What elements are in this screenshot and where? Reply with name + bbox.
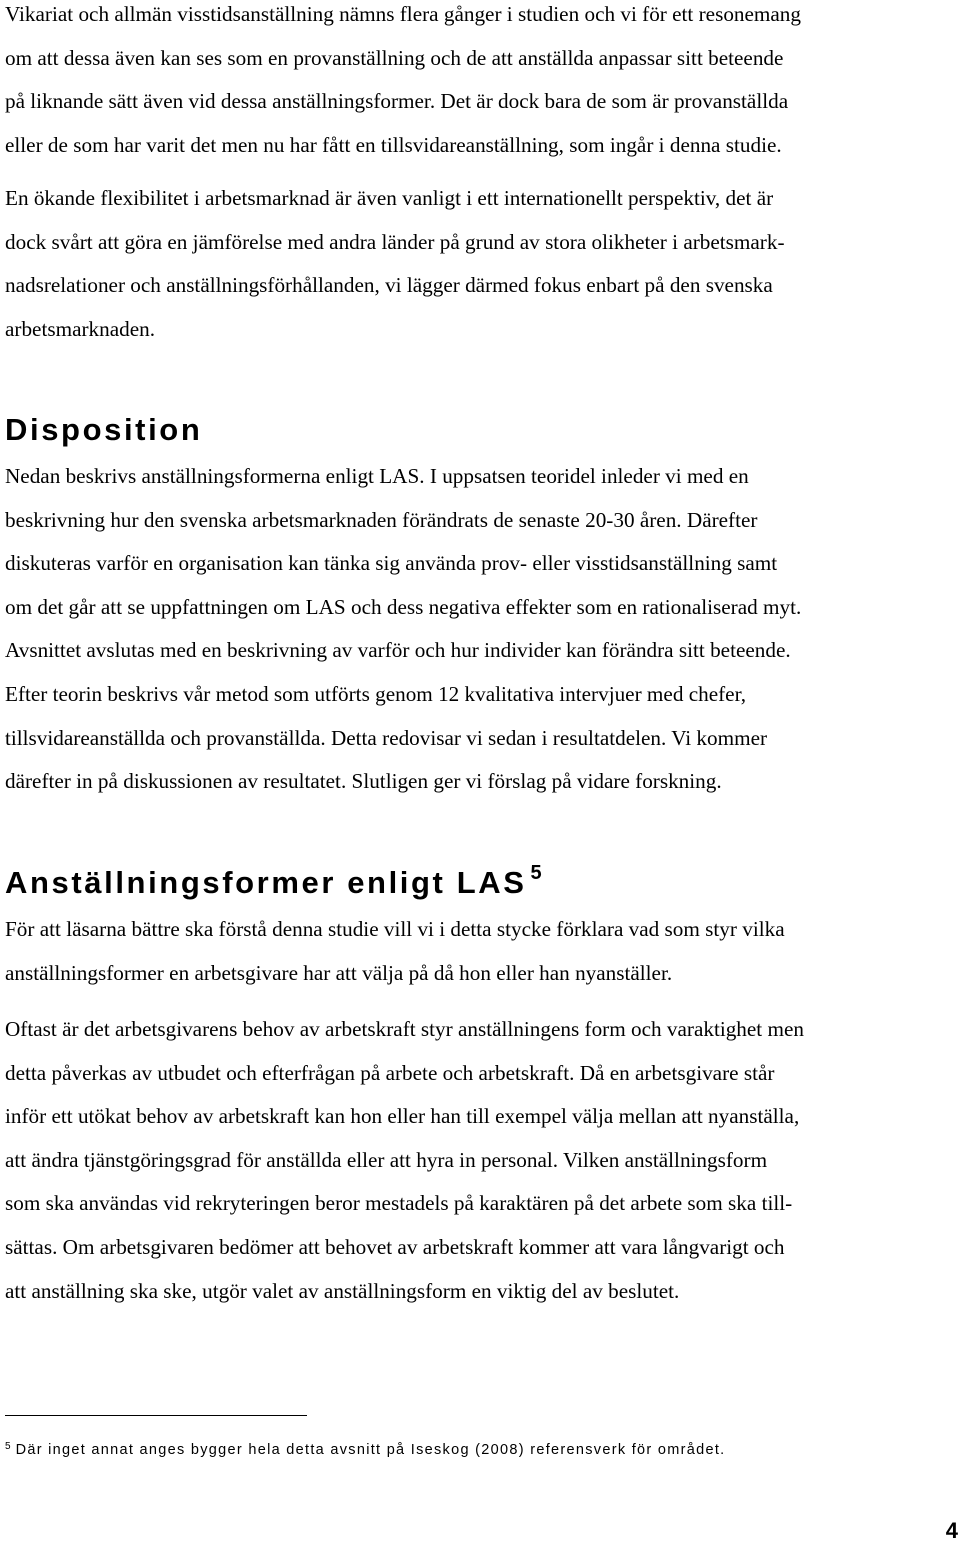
paragraph-arbetsgivare (5, 1008, 960, 1313)
footnote-reference[interactable]: 5 (530, 862, 542, 884)
page-number: 4 (945, 1518, 958, 1543)
text-line: Oftast är det arbetsgivarens behov av arbetskraft styr anställningens form och varaktighet men (5, 1017, 804, 1041)
text-line: Avsnittet avslutas med en beskrivning av varför och hur individer kan förändra sitt beteende. (5, 638, 791, 663)
text-line: detta påverkas av utbudet och efterfrågan på arbete och arbetskraft. Då en arbetsgivare står (5, 1060, 775, 1085)
heading-disposition: Disposition (5, 412, 203, 447)
heading-text: Anställningsformer enligt LAS (5, 865, 527, 900)
paragraph-disposition (5, 455, 955, 804)
text-line: eller de som har varit det men nu har fått en tillsvidareanställning, som ingår i denna studie. (5, 132, 782, 157)
text-line: Efter teorin beskrivs vår metod som utförts genom 12 kvalitativa intervjuer med chefer, (5, 681, 747, 706)
text-line: En ökande flexibilitet i arbetsmarknad är även vanligt i ett internationellt perspektiv, det är (5, 186, 774, 210)
footnote-separator (5, 1415, 307, 1416)
paragraph-flexibilitet (5, 177, 955, 351)
footnote-text: Där inget annat anges bygger hela detta avsnitt på Iseskog (2008) referensverk för området. (15, 1442, 726, 1458)
text-line: på liknande sätt även vid dessa anställningsformer. Det är dock bara de som är provanställda (5, 89, 789, 114)
text-line: beskrivning hur den svenska arbetsmarknaden förändrats de senaste 20-30 åren. Därefter (5, 507, 758, 532)
text-line: tillsvidareanställda och provanställda. Detta redovisar vi sedan i resultatdelen. Vi kommer (5, 725, 768, 750)
text-line: För att läsarna bättre ska förstå denna studie vill vi i detta stycke förklara vad som styr vilka (5, 917, 785, 941)
paragraph-forklaring (5, 908, 955, 995)
text-line: Vikariat och allmän visstidsanställning nämns flera gånger i studien och vi för ett resonemang (5, 2, 801, 26)
text-line: nadsrelationer och anställningsförhållanden, vi lägger därmed fokus enbart på den svenska (5, 273, 773, 298)
text-line: arbetsmarknaden. (5, 316, 156, 341)
heading-anstallningsformer (5, 863, 542, 907)
footnote-marker: 5 (5, 1441, 11, 1452)
text-line: anställningsformer en arbetsgivare har att välja på då hon eller han nyanställer. (5, 960, 673, 985)
text-line: att ändra tjänstgöringsgrad för anställda eller att hyra in personal. Vilken anställningsform (5, 1147, 768, 1172)
paragraph-studien (5, 0, 960, 167)
text-line: att anställning ska ske, utgör valet av anställningsform en viktig del av beslutet. (5, 1278, 680, 1303)
text-line: Nedan beskrivs anställningsformerna enligt LAS. I uppsatsen teoridel inleder vi med en (5, 464, 749, 488)
text-line: om det går att se uppfattningen om LAS och dess negativa effekter som en rationaliserad myt. (5, 594, 802, 619)
text-line: diskuteras varför en organisation kan tänka sig använda prov- eller visstidsanställning samt (5, 551, 778, 576)
footnote (5, 1439, 725, 1463)
text-line: inför ett utökat behov av arbetskraft kan hon eller han till exempel välja mellan att nyanställa, (5, 1104, 800, 1129)
text-line: som ska användas vid rekryteringen beror mestadels på karaktären på det arbete som ska till- (5, 1191, 793, 1216)
text-line: om att dessa även kan ses som en provanställning och de att anställda anpassar sitt beteende (5, 45, 784, 70)
text-line: dock svårt att göra en jämförelse med andra länder på grund av stora olikheter i arbetsmark- (5, 229, 785, 254)
text-line: därefter in på diskussionen av resultatet. Slutligen ger vi förslag på vidare forskning. (5, 769, 722, 794)
text-line: sättas. Om arbetsgivaren bedömer att behovet av arbetskraft kommer att vara långvarigt och (5, 1234, 785, 1259)
